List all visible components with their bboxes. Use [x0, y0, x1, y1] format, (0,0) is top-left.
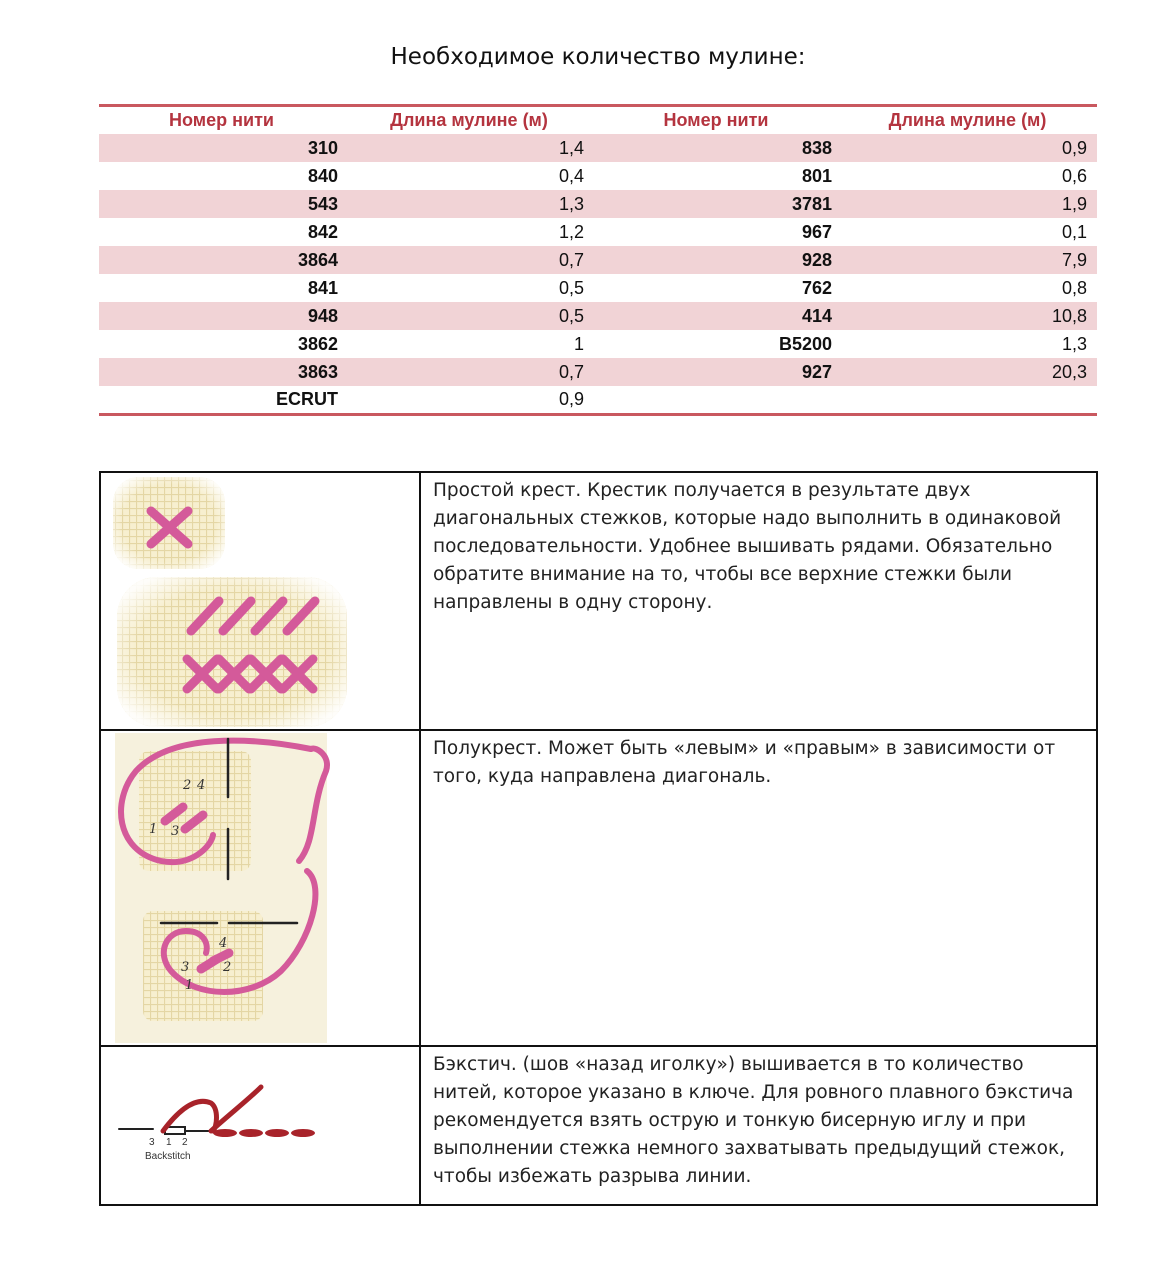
backstitch-description: Бэкстич. (шов «назад иголку») вышивается в то количество нитей, которое указано в ключе. Для ровного плавного бэкстича рекомендуется взять острую и тонкую бисерную иглу и при выполнении стежка немного захватывать предыдущий стежок, чтобы избежать разрыва линии.: [420, 1046, 1097, 1205]
thread-table: [99, 104, 1097, 416]
thread-length: 10,8: [1051, 305, 1087, 326]
thread-length: 0,9: [1061, 137, 1087, 158]
stitch-number-label: 3: [181, 960, 190, 975]
thread-number: 927: [801, 361, 832, 382]
thread-number: 762: [801, 277, 832, 298]
thread-length: 1: [573, 333, 584, 354]
table-row: [99, 302, 1097, 330]
backstitch-caption: Backstitch: [145, 1151, 191, 1162]
thread-length: 20,3: [1051, 361, 1087, 382]
backstitch-diagram: [101, 1047, 417, 1204]
thread-number: 840: [307, 165, 338, 186]
thread-length: 0,7: [558, 249, 584, 270]
thread-length: 7,9: [1061, 249, 1087, 270]
thread-length: 1,4: [558, 137, 584, 158]
thread-number: 3863: [297, 361, 338, 382]
thread-number: 3862: [297, 333, 338, 354]
table-row: [99, 330, 1097, 358]
backstitch-illustration: [100, 1046, 420, 1205]
table-row: [99, 358, 1097, 386]
thread-number: 3781: [791, 193, 832, 214]
thread-number: 543: [307, 193, 338, 214]
cross-stitch-description: Простой крест. Крестик получается в результате двух диагональных стежков, которые надо выполнить в одинаковой последовательности. Удобнее вышивать рядами. Обязательно обратите внимание на то, чтобы все верхние стежки были направлены в одну сторону.: [420, 472, 1097, 730]
half-cross-stitch-diagram: [101, 731, 417, 1045]
thread-length: 1,3: [1061, 333, 1087, 354]
thread-number: [594, 386, 838, 414]
stitch-row-cross: [100, 472, 1097, 730]
stitch-table: [99, 471, 1098, 1206]
thread-number: 3864: [297, 249, 338, 270]
thread-number: 928: [801, 249, 832, 270]
half-cross-illustration: [100, 730, 420, 1046]
stitch-number-label: 3: [149, 1137, 155, 1148]
thread-number: ECRUT: [276, 388, 338, 409]
cross-stitch-illustration: [100, 472, 420, 730]
header-thread-length-1: Длина мулине (м): [390, 110, 548, 130]
thread-length: 0,8: [1061, 277, 1087, 298]
thread-length: 1,2: [558, 221, 584, 242]
thread-length: 0,7: [558, 361, 584, 382]
thread-length: 1,3: [558, 193, 584, 214]
cross-stitch-diagram: [101, 473, 417, 729]
thread-length: 0,1: [1061, 221, 1087, 242]
thread-number: 967: [801, 221, 832, 242]
thread-length: 0,5: [558, 305, 584, 326]
stitch-number-label: 3: [171, 824, 180, 839]
stitch-number-label: 1: [185, 978, 194, 993]
thread-number: B5200: [778, 333, 832, 354]
stitch-number-label: 2: [183, 778, 192, 793]
thread-number: 414: [801, 305, 832, 326]
stitch-number-label: 1: [166, 1137, 172, 1148]
thread-number: 948: [307, 305, 338, 326]
header-thread-number-1: Номер нити: [169, 110, 274, 130]
table-row: [99, 162, 1097, 190]
thread-number: 842: [307, 221, 338, 242]
stitch-number-label: 2: [223, 960, 232, 975]
thread-number: 310: [307, 137, 338, 158]
table-header-row: [99, 106, 1097, 135]
table-row: [99, 134, 1097, 162]
page-title: Необходимое количество мулине:: [390, 44, 806, 70]
table-row: [99, 246, 1097, 274]
table-row: [99, 218, 1097, 246]
thread-length: 1,9: [1061, 193, 1087, 214]
stitch-number-label: 4: [219, 936, 228, 951]
thread-number: 838: [801, 137, 832, 158]
thread-number: 801: [801, 165, 832, 186]
stitch-number-label: 1: [149, 822, 158, 837]
thread-length: 0,5: [558, 277, 584, 298]
thread-number: 841: [307, 277, 338, 298]
header-thread-number-2: Номер нити: [663, 110, 769, 130]
table-row: [99, 386, 1097, 414]
backstitch-stitches: [213, 1129, 315, 1137]
table-row: [99, 274, 1097, 302]
thread-length: 0,9: [558, 388, 584, 409]
thread-length: [838, 386, 1097, 414]
stitch-number-label: 4: [197, 778, 206, 793]
table-row: [99, 190, 1097, 218]
half-cross-description: Полукрест. Может быть «левым» и «правым» в зависимости от того, куда направлена диагональ.: [420, 730, 1097, 1046]
thread-length: 0,6: [1061, 165, 1087, 186]
stitch-row-backstitch: [100, 1046, 1097, 1205]
backstitch-thread: [163, 1087, 261, 1131]
header-thread-length-2: Длина мулине (м): [888, 110, 1047, 130]
thread-length: 0,4: [558, 165, 584, 186]
stitch-row-half-cross: [100, 730, 1097, 1046]
stitch-number-label: 2: [182, 1137, 188, 1148]
